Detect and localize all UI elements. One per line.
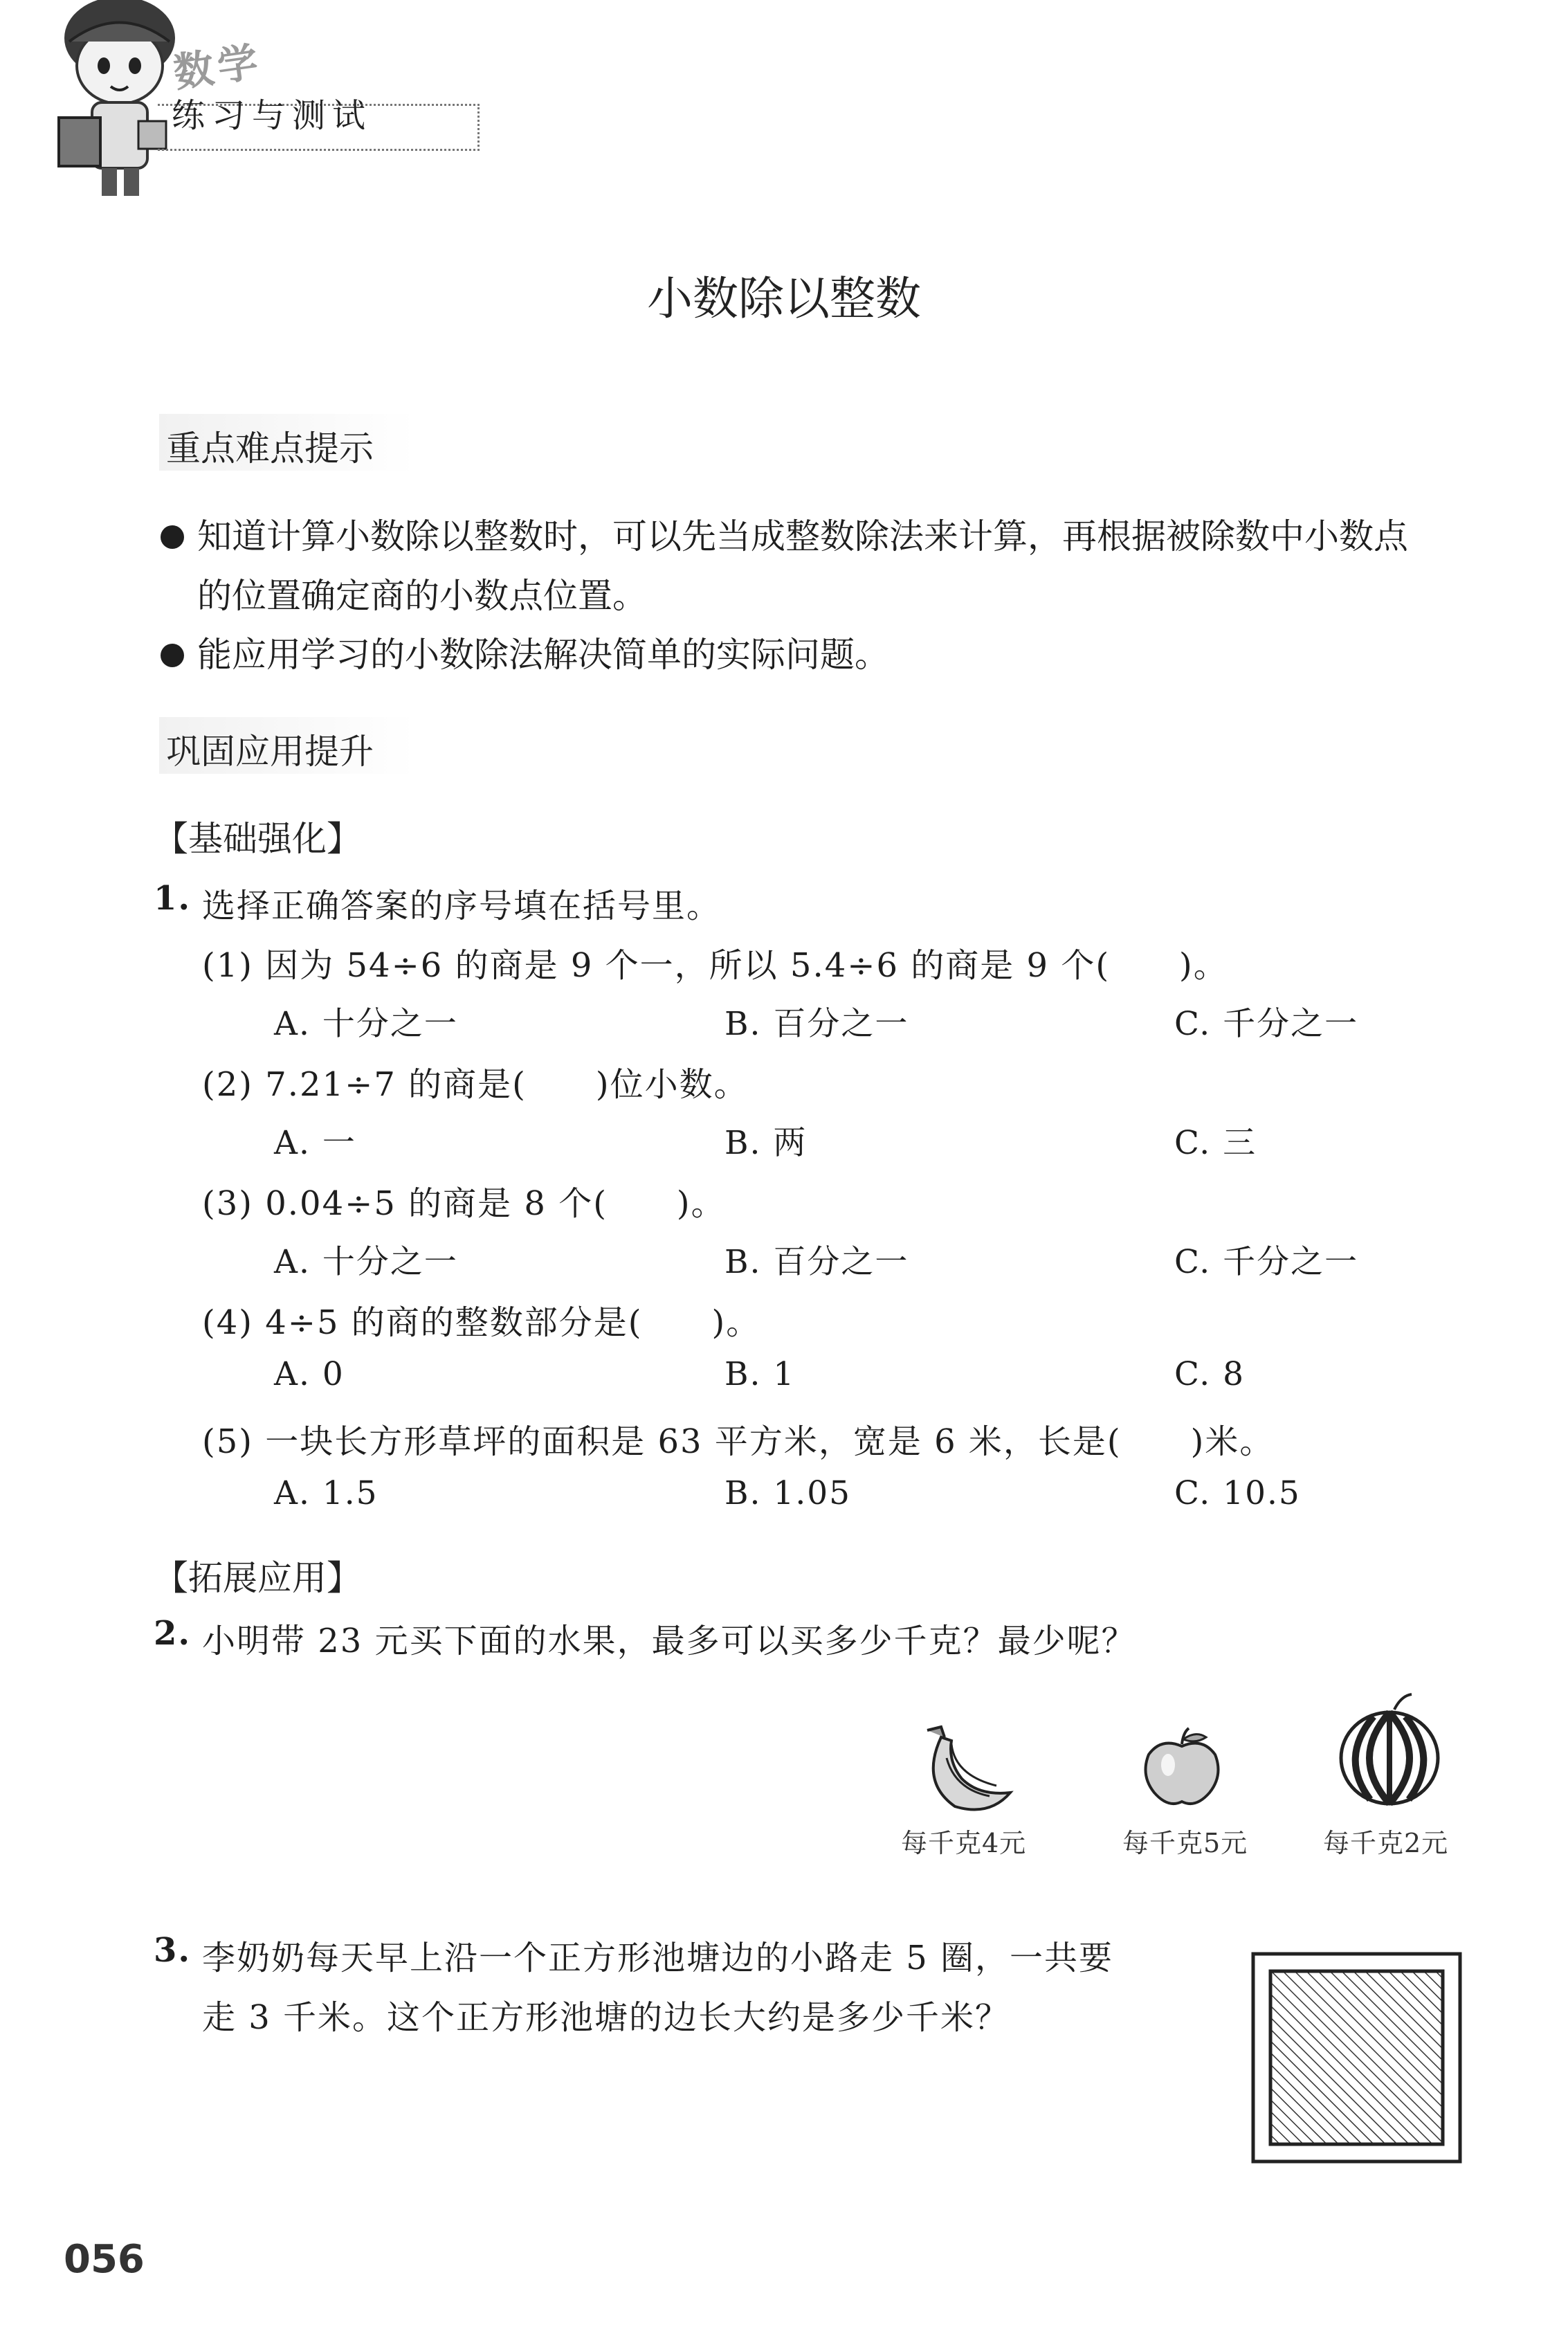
banana-icon bbox=[913, 1720, 1017, 1817]
square-pond-icon bbox=[1251, 1952, 1462, 2164]
option-a: A. 1.5 bbox=[274, 1474, 379, 1512]
brand-math: 数学 bbox=[170, 37, 265, 97]
option-a: A. 0 bbox=[274, 1355, 345, 1393]
sub-question-stem: (4) 4÷5 的商的整数部分是( )。 bbox=[202, 1303, 761, 1342]
option-c: C. 三 bbox=[1174, 1124, 1257, 1162]
fruit-price-label: 每千克2元 bbox=[1323, 1828, 1449, 1858]
extend-heading: 【拓展应用】 bbox=[154, 1558, 361, 1598]
key-points-heading: 重点难点提示 bbox=[166, 428, 374, 469]
sub-question-stem: (5) 一块长方形草坪的面积是 63 平方米，宽是 6 米，长是( )米。 bbox=[202, 1422, 1275, 1461]
question-text: 小明带 23 元买下面的水果，最多可以买多少千克？最少呢？ bbox=[202, 1622, 1136, 1660]
question-number: 1. bbox=[154, 879, 192, 918]
question-number: 2. bbox=[154, 1614, 192, 1653]
practice-heading: 巩固应用提升 bbox=[166, 732, 374, 772]
option-c: C. 10.5 bbox=[1174, 1474, 1301, 1512]
key-point-line: 的位置确定商的小数点位置。 bbox=[197, 576, 647, 616]
question-text: 选择正确答案的序号填在括号里。 bbox=[202, 887, 722, 925]
option-b: B. 两 bbox=[724, 1124, 808, 1162]
key-point-line: 能应用学习的小数除法解决简单的实际问题。 bbox=[197, 635, 889, 675]
page-number: 056 bbox=[64, 2237, 145, 2282]
apple-icon bbox=[1140, 1727, 1223, 1810]
option-c: C. 千分之一 bbox=[1174, 1243, 1359, 1281]
brand-subtitle: 练习与测试 bbox=[172, 96, 373, 135]
option-b: B. 百分之一 bbox=[724, 1243, 909, 1281]
option-a: A. 一 bbox=[274, 1124, 356, 1162]
option-b: B. 1.05 bbox=[724, 1474, 852, 1512]
basic-heading: 【基础强化】 bbox=[154, 819, 361, 859]
watermelon-icon bbox=[1335, 1689, 1446, 1806]
question-number: 3. bbox=[154, 1931, 192, 1970]
page-title: 小数除以整数 bbox=[647, 272, 921, 325]
fruit-price-label: 每千克5元 bbox=[1122, 1828, 1248, 1858]
option-b: B. 1 bbox=[724, 1355, 796, 1393]
question-text: 李奶奶每天早上沿一个正方形池塘边的小路走 5 圈，一共要 bbox=[202, 1939, 1114, 1977]
fruit-price-label: 每千克4元 bbox=[901, 1828, 1027, 1858]
option-c: C. 8 bbox=[1174, 1355, 1246, 1393]
option-c: C. 千分之一 bbox=[1174, 1005, 1359, 1043]
sub-question-stem: (2) 7.21÷7 的商是( )位小数。 bbox=[202, 1065, 749, 1104]
question-text: 走 3 千米。这个正方形池塘的边长大约是多少千米？ bbox=[202, 1998, 1010, 2037]
bullet-icon bbox=[161, 525, 184, 549]
sub-question-stem: (3) 0.04÷5 的商是 8 个( )。 bbox=[202, 1184, 726, 1223]
bullet-icon bbox=[161, 644, 184, 667]
key-point-line: 知道计算小数除以整数时，可以先当成整数除法来计算，再根据被除数中小数点 bbox=[197, 516, 1408, 556]
option-a: A. 十分之一 bbox=[274, 1243, 458, 1281]
option-a: A. 十分之一 bbox=[274, 1005, 458, 1043]
option-b: B. 百分之一 bbox=[724, 1005, 909, 1043]
sub-question-stem: (1) 因为 54÷6 的商是 9 个一，所以 5.4÷6 的商是 9 个( )。 bbox=[202, 946, 1228, 985]
